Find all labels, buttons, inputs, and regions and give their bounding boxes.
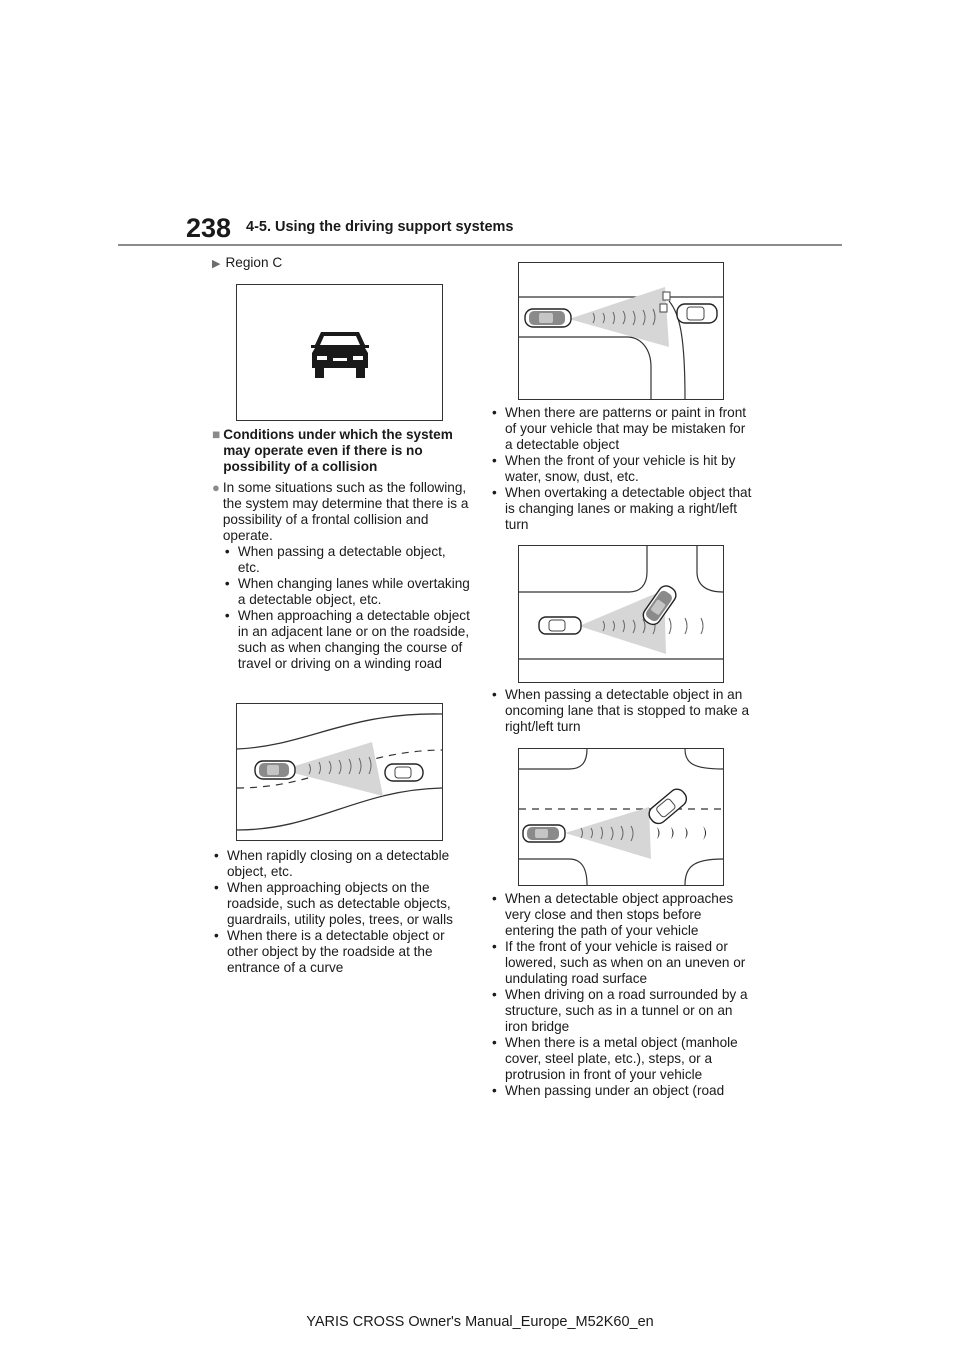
page-number: 238 (186, 213, 232, 243)
condition-list-a (223, 544, 470, 672)
curve-turn-illustration (519, 263, 723, 399)
list-item: • When there is a detectable object or other object by the roadside at the entrance of a curve (212, 928, 470, 976)
own-vehicle (255, 761, 295, 779)
figure-crossing-turn (518, 545, 724, 683)
condition-list-c (490, 405, 754, 533)
own-vehicle (523, 825, 565, 842)
triangle-marker-icon: ▶ (212, 258, 221, 270)
figure-car-icon (236, 284, 443, 421)
header-divider (118, 244, 842, 246)
condition-list-d (490, 687, 754, 735)
intro-text: In some situations such as the following, the system may determine that there is a possibility of a frontal collision and operate. (222, 480, 469, 543)
list-item: • When passing under an object (road (490, 1083, 754, 1099)
figure-curve-turn (518, 262, 724, 400)
list-item: • When there is a metal object (manhole cover, steel plate, etc.), steps, or a protrusion in front of your vehicle (490, 1035, 754, 1083)
condition-list-b (212, 848, 470, 976)
region-label (212, 255, 282, 272)
list-item: • When approaching objects on the roadside, such as detectable objects, guardrails, utility poles, trees, or walls (212, 880, 470, 928)
list-item: • When there are patterns or paint in front of your vehicle that may be mistaken for a detectable object (490, 405, 754, 453)
list-item: • When passing a detectable object, etc. (223, 544, 470, 576)
list-item: • When passing a detectable object in an oncoming lane that is stopped to make a right/left turn (490, 687, 754, 735)
left-list-b-container (212, 848, 470, 976)
figure-oncoming-turn (518, 748, 724, 886)
condition-heading-text: Conditions under which the system may operate even if there is no possibility of a collision (223, 427, 453, 474)
figure-winding-road (236, 703, 443, 841)
oncoming-vehicle (646, 786, 690, 827)
footer-text: YARIS CROSS Owner's Manual_Europe_M52K60_en (306, 1314, 654, 1330)
right-list-c-container (490, 891, 754, 1099)
detectable-vehicle (677, 304, 717, 323)
right-list-a-container (490, 405, 754, 533)
list-item: • When overtaking a detectable object that is changing lanes or making a right/left turn (490, 485, 754, 533)
circle-bullet-icon: ● (212, 480, 220, 495)
detectable-vehicle (385, 764, 423, 781)
list-item: • If the front of your vehicle is raised or lowered, such as when on an uneven or undulating road surface (490, 939, 754, 987)
section-title: 4-5. Using the driving support systems (246, 219, 514, 235)
own-vehicle (539, 617, 581, 634)
oncoming-turn-illustration (519, 749, 723, 885)
list-item: • When approaching a detectable object in an adjacent lane or on the roadside, such as when changing the course of travel or driving on a winding road (223, 608, 470, 672)
own-vehicle (525, 309, 571, 327)
car-front-illustration (237, 285, 442, 420)
right-list-b-container (490, 687, 754, 735)
condition-list-e (490, 891, 754, 1099)
region-label-text: Region C (225, 255, 283, 270)
list-item: • When a detectable object approaches very close and then stops before entering the path of your vehicle (490, 891, 754, 939)
square-marker-icon: ■ (212, 427, 221, 442)
list-item: • When driving on a road surrounded by a structure, such as in a tunnel or on an iron bridge (490, 987, 754, 1035)
list-item: • When the front of your vehicle is hit by water, snow, dust, etc. (490, 453, 754, 485)
winding-road-illustration (237, 704, 442, 840)
list-item: • When rapidly closing on a detectable object, etc. (212, 848, 470, 880)
list-item: • When changing lanes while overtaking a detectable object, etc. (223, 576, 470, 608)
intro-paragraph (212, 480, 470, 672)
condition-heading (212, 427, 470, 475)
crossing-turn-illustration (519, 546, 723, 682)
